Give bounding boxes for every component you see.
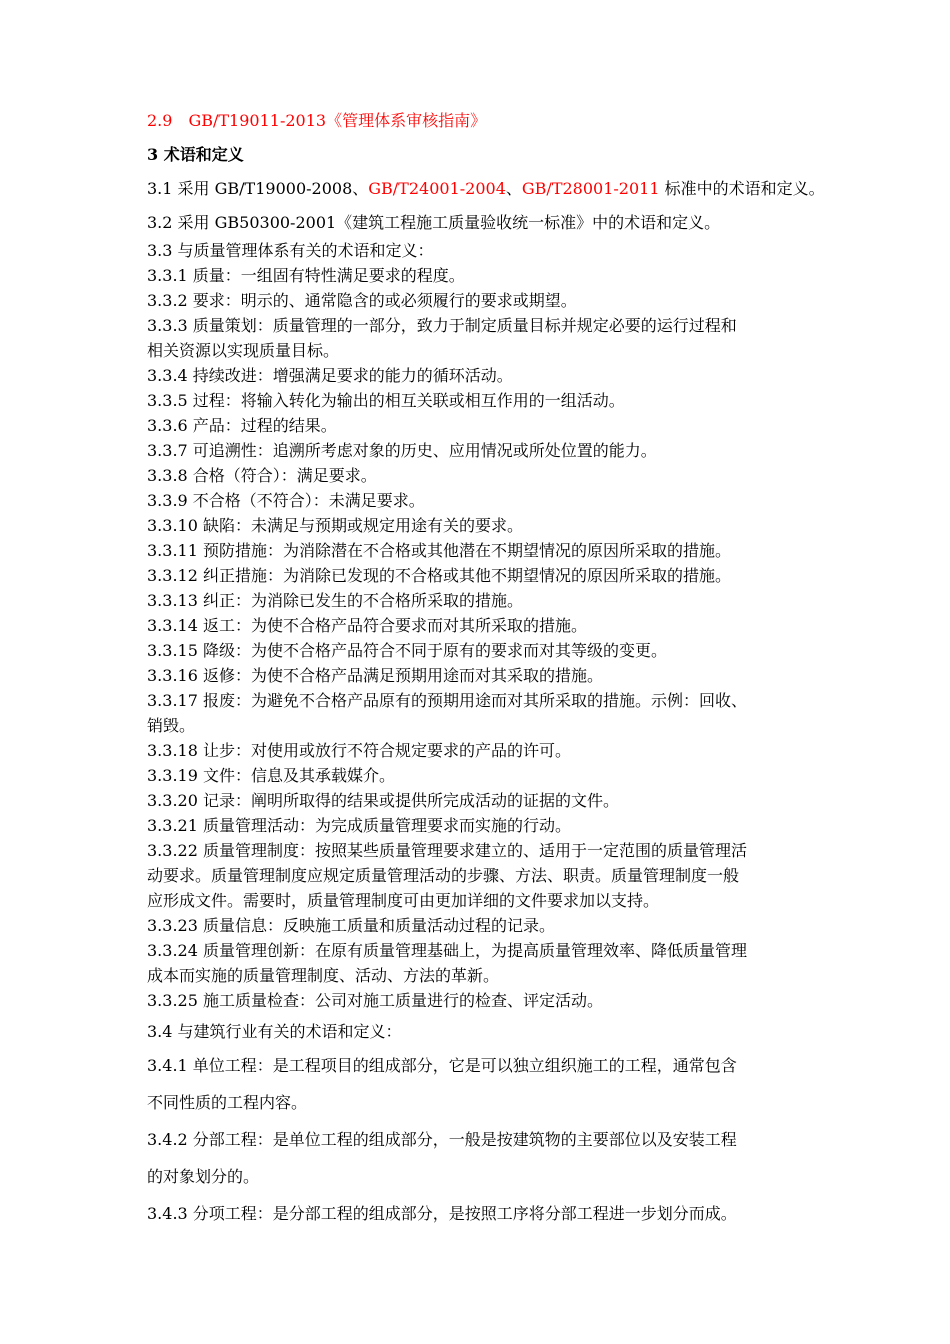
p31-prefix: 3.1 采用 GB/T19000-2008、 — [147, 179, 369, 198]
p31-standard-gbt24001: GB/T24001-2004 — [368, 179, 506, 198]
term-line: 3.4.3 分项工程：是分部工程的组成部分，是按照工序将分部工程进一步划分而成。 — [147, 1204, 737, 1223]
term-line: 3.3.16 返修：为使不合格产品满足预期用途而对其采取的措施。 — [147, 666, 603, 685]
paragraph-3-3: 3.3 与质量管理体系有关的术语和定义： — [147, 241, 434, 260]
term-line: 3.3.18 让步：对使用或放行不符合规定要求的产品的许可。 — [147, 741, 571, 760]
term-line: 3.3.7 可追溯性：追溯所考虑对象的历史、应用情况或所处位置的能力。 — [147, 441, 657, 460]
term-line: 3.3.10 缺陷：未满足与预期或规定用途有关的要求。 — [147, 516, 523, 535]
term-line: 3.3.17 报废：为避免不合格产品原有的预期用途而对其所采取的措施。示例：回收、 — [147, 691, 747, 710]
reference-line-2-9: 2.9 GB/T19011-2013《管理体系审核指南》 — [147, 111, 487, 130]
document-body — [147, 108, 859, 1232]
term-line: 3.4.1 单位工程：是工程项目的组成部分，它是可以独立组织施工的工程，通常包含 — [147, 1056, 737, 1075]
term-line: 3.3.15 降级：为使不合格产品符合不同于原有的要求而对其等级的变更。 — [147, 641, 667, 660]
p31-suffix: 标准中的术语和定义。 — [659, 179, 825, 198]
term-line: 相关资源以实现质量目标。 — [147, 341, 340, 360]
term-line: 3.3.5 过程：将输入转化为输出的相互关联或相互作用的一组活动。 — [147, 391, 625, 410]
term-line: 3.3.2 要求：明示的、通常隐含的或必须履行的要求或期望。 — [147, 291, 577, 310]
term-line: 3.3.1 质量：一组固有特性满足要求的程度。 — [147, 266, 465, 285]
term-line: 的对象划分的。 — [147, 1167, 260, 1186]
term-line: 动要求。质量管理制度应规定质量管理活动的步骤、方法、职责。质量管理制度一般 — [147, 866, 740, 885]
term-line: 3.3.25 施工质量检查：公司对施工质量进行的检查、评定活动。 — [147, 991, 603, 1010]
term-line: 3.3.23 质量信息：反映施工质量和质量活动过程的记录。 — [147, 916, 555, 935]
terms-list-3-3 — [147, 263, 859, 1013]
term-line: 不同性质的工程内容。 — [147, 1093, 308, 1112]
p31-standard-gbt28001: GB/T28001-2011 — [521, 179, 660, 198]
term-line: 3.4.2 分部工程：是单位工程的组成部分，一般是按建筑物的主要部位以及安装工程 — [147, 1130, 737, 1149]
term-line: 3.3.3 质量策划：质量管理的一部分，致力于制定质量目标并规定必要的运行过程和 — [147, 316, 737, 335]
paragraph-3-4: 3.4 与建筑行业有关的术语和定义： — [147, 1022, 402, 1041]
term-line: 3.3.4 持续改进：增强满足要求的能力的循环活动。 — [147, 366, 513, 385]
term-line: 3.3.22 质量管理制度：按照某些质量管理要求建立的、适用于一定范围的质量管理活 — [147, 841, 747, 860]
term-line: 成本而实施的质量管理制度、活动、方法的革新。 — [147, 966, 500, 985]
term-line: 3.3.19 文件：信息及其承载媒介。 — [147, 766, 395, 785]
paragraph-3-1 — [147, 174, 859, 204]
term-line: 3.3.14 返工：为使不合格产品符合要求而对其所采取的措施。 — [147, 616, 587, 635]
term-line: 3.3.20 记录：阐明所取得的结果或提供所完成活动的证据的文件。 — [147, 791, 619, 810]
term-line: 3.3.12 纠正措施：为消除已发现的不合格或其他不期望情况的原因所采取的措施。 — [147, 566, 731, 585]
term-line: 3.3.21 质量管理活动：为完成质量管理要求而实施的行动。 — [147, 816, 571, 835]
paragraph-3-2: 3.2 采用 GB50300-2001《建筑工程施工质量验收统一标准》中的术语和定义。 — [147, 213, 721, 232]
term-line: 3.3.6 产品：过程的结果。 — [147, 416, 337, 435]
term-line: 3.3.13 纠正：为消除已发生的不合格所采取的措施。 — [147, 591, 523, 610]
term-line: 3.3.8 合格（符合）：满足要求。 — [147, 466, 377, 485]
term-line: 销毁。 — [147, 716, 196, 735]
term-line: 3.3.11 预防措施：为消除潜在不合格或其他潜在不期望情况的原因所采取的措施。 — [147, 541, 731, 560]
section-3-heading: 3 术语和定义 — [147, 145, 244, 164]
term-line: 应形成文件。需要时，质量管理制度可由更加详细的文件要求加以支持。 — [147, 891, 660, 910]
term-line: 3.3.9 不合格（不符合）：未满足要求。 — [147, 491, 425, 510]
term-line: 3.3.24 质量管理创新：在原有质量管理基础上，为提高质量管理效率、降低质量管理 — [147, 941, 747, 960]
terms-list-3-4 — [147, 1047, 859, 1232]
p31-separator: 、 — [505, 179, 522, 198]
